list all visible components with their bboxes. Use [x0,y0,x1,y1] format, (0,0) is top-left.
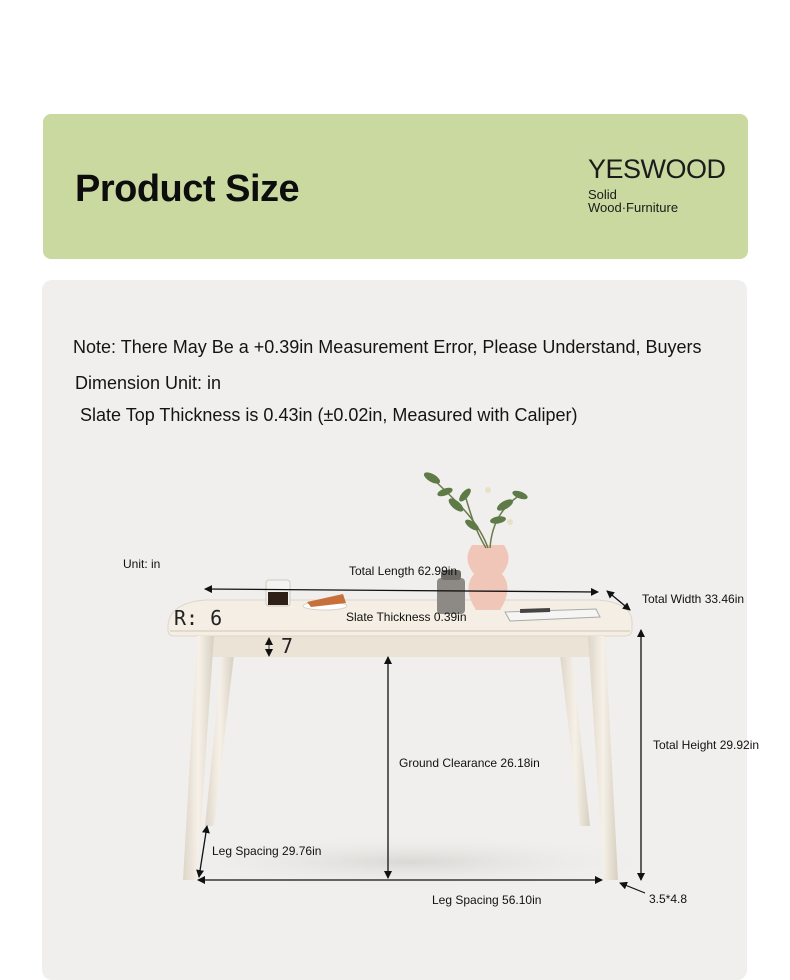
side-leg-spacing-label: Leg Spacing 29.76in [212,844,322,858]
vase-icon [467,545,508,610]
measurement-note: Note: There May Be a +0.39in Measurement Error, Please Understand, Buyers [73,337,702,357]
unit-label: Unit: in [123,557,161,571]
dimension-unit-note: Dimension Unit: in [75,373,222,393]
leg-size-pointer [620,883,645,893]
total-height-label: Total Height 29.92in [653,738,760,752]
ground-clearance-label: Ground Clearance 26.18in [399,756,540,770]
floor-shadow [150,834,670,890]
brand-tagline-2: Wood·Furniture [588,200,679,215]
total-length-arrow [205,589,598,592]
table-leg-back-right [560,655,590,826]
brand-tagline-1: Solid [588,187,617,202]
edge-thickness-label: 7 [281,634,294,658]
total-length-label: Total Length 62.99in [349,564,458,578]
coffee-glass-icon [266,580,290,606]
total-width-label: Total Width 33.46in [642,592,745,606]
leg-size-label: 3.5*4.8 [649,892,688,906]
slate-thickness-label: Slate Thickness 0.39in [346,610,467,624]
corner-radius-label: R: 6 [174,606,223,630]
plate-with-bread-icon [303,594,347,610]
front-leg-spacing-label: Leg Spacing 56.10in [432,893,542,907]
table-apron [200,636,606,657]
page-title: Product Size [75,168,300,210]
table-leg-front-left [183,636,214,880]
brand-name: YESWOOD [588,154,726,184]
slate-thickness-note: Slate Top Thickness is 0.43in (±0.02in, Measured with Caliper) [80,405,578,425]
